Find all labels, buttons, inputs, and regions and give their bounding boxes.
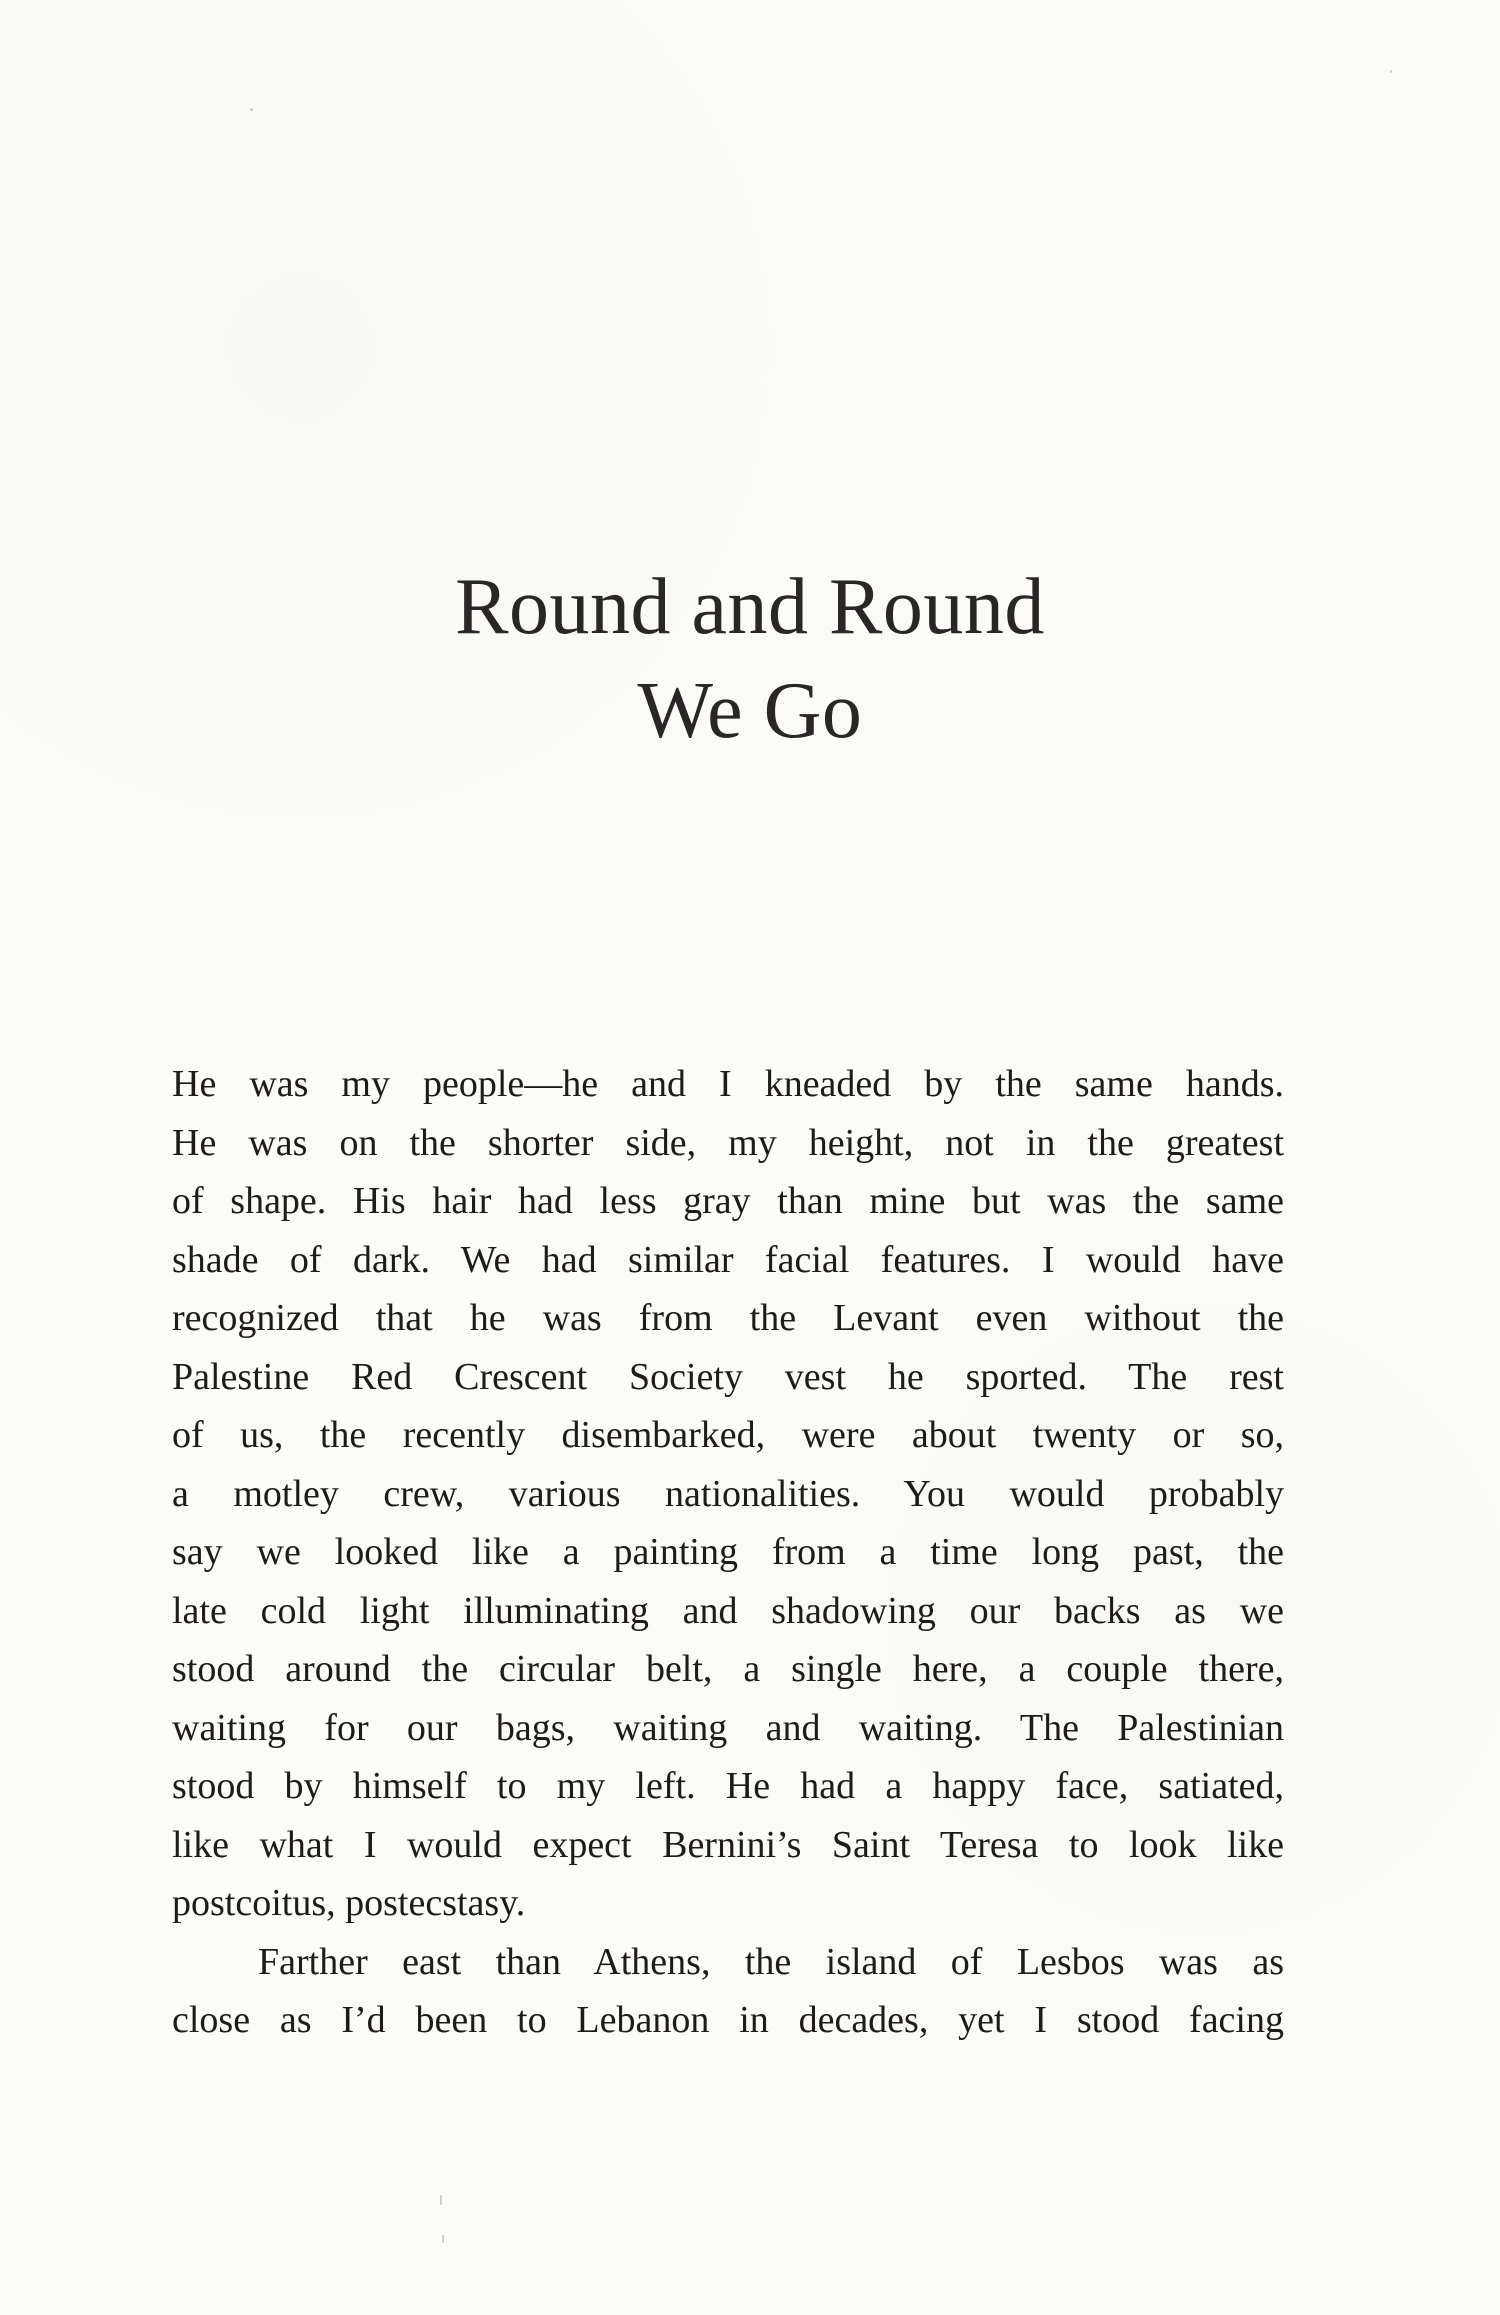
body-line-6: Palestine Red Crescent Society vest he sported. The rest: [172, 1355, 1284, 1398]
chapter-title: [0, 555, 1500, 763]
body-text: [172, 1055, 1284, 2050]
body-line-7: of us, the recently disembarked, were about twenty or so,: [172, 1414, 1284, 1456]
chapter-title-line-2: We Go: [637, 667, 863, 755]
body-line-14: like what I would expect Bernini’s Saint Teresa to look like: [172, 1823, 1284, 1866]
scan-speck: [250, 108, 253, 111]
body-line-8: a motley crew, various nationalities. You would probably: [172, 1472, 1284, 1515]
body-line-11: stood around the circular belt, a single here, a couple there,: [172, 1648, 1284, 1690]
body-line-5: recognized that he was from the Levant even without the: [172, 1297, 1284, 1339]
scan-speck: [1390, 70, 1392, 73]
body-line-3: of shape. His hair had less gray than mine but was the same: [172, 1180, 1284, 1222]
body-line-1: He was my people—he and I kneaded by the same hands.: [172, 1063, 1284, 1105]
body-line-2: He was on the shorter side, my height, not in the greatest: [172, 1121, 1284, 1164]
body-line-10: late cold light illuminating and shadowing our backs as we: [172, 1589, 1284, 1632]
body-line-12: waiting for our bags, waiting and waiting. The Palestinian: [172, 1706, 1284, 1749]
scan-speck: [440, 2195, 442, 2205]
body-line-15: postcoitus, postecstasy.: [172, 1882, 526, 1924]
body-line-4: shade of dark. We had similar facial features. I would have: [172, 1238, 1284, 1281]
body-line-9: say we looked like a painting from a time long past, the: [172, 1531, 1284, 1573]
scan-speck: [442, 2235, 444, 2243]
body-line-16: Farther east than Athens, the island of Lesbos was as: [258, 1940, 1284, 1983]
chapter-title-line-1: Round and Round: [455, 563, 1045, 651]
body-line-17: close as I’d been to Lebanon in decades, yet I stood facing: [172, 1999, 1284, 2041]
body-line-13: stood by himself to my left. He had a happy face, satiated,: [172, 1765, 1284, 1807]
